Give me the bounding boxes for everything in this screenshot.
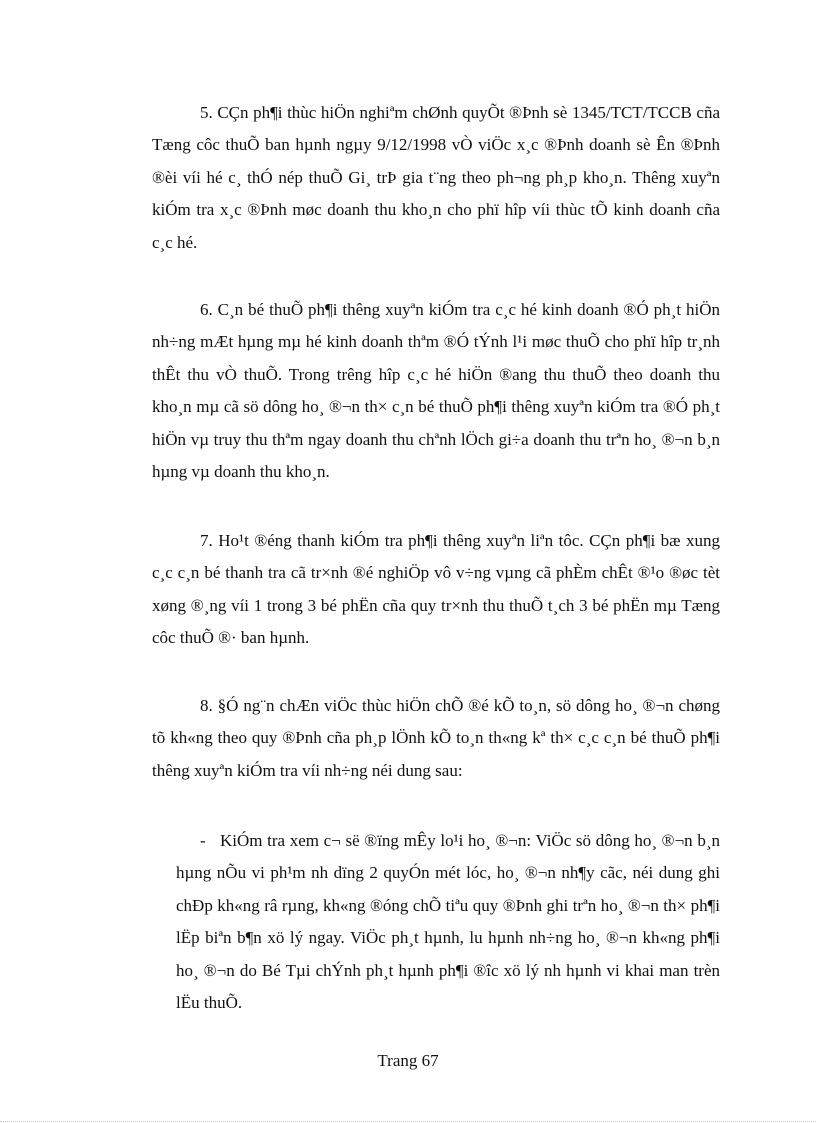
bullet-dash: - [200,831,206,850]
bullet-text: KiÓm tra xem c¬ së ®ïng mÊy lo¹i ho¸ ®¬n: ViÖc sö dông ho¸ ®¬n b¸n hµng nÕu vi ph¹m nh dïng 2 quyÓn mét lóc, ho¸ ®¬n nh¶y cãc, néi dung ghi chÐp kh«ng râ rµng, kh«ng ®óng chÕ tiªu quy ®Þnh ghi trªn ho¸ ®¬n th× ph¶i lËp biªn b¶n xö lý ngay. ViÖc ph¸t hµnh, lu hµnh nh÷ng ho¸ ®¬n kh«ng ph¶i ho¸ ®¬n do Bé Tµi chÝnh ph¸t hµnh ph¶i ®îc xö lý nh hµnh vi khai man trèn lËu thuÕ. [176,831,720,1013]
bullet-item [176,825,720,1019]
paragraph-5: 5. CÇn ph¶i thùc hiÖn nghiªm chØnh quyÕt ®Þnh sè 1345/TCT/TCCB cña Tæng côc thuÕ ban hµnh ngµy 9/12/1998 vÒ viÖc x¸c ®Þnh doanh sè Ên ®Þnh ®èi víi hé c¸ thÓ nép thuÕ Gi¸ trÞ gia t¨ng theo ph¬ng ph¸p kho¸n. Thêng xuyªn kiÓm tra x¸c ®Þnh møc doanh thu kho¸n cho phï hîp víi thùc tÕ kinh doanh cña c¸c hé. [152,103,720,252]
paragraph-7: 7. Ho¹t ®éng thanh kiÓm tra ph¶i thêng xuyªn liªn tôc. CÇn ph¶i bæ xung c¸c c¸n bé thanh tra cã tr×nh ®é nghiÖp vô v÷ng vµng cã phÈm chÊt ®¹o ®øc tèt xøng ®¸ng víi 1 trong 3 bé phËn cña quy tr×nh thu thuÕ t¸ch 3 bé phËn mµ Tæng côc thuÕ ®· ban hµnh. [152,531,720,648]
page-bottom-dotted-rule [0,1121,816,1122]
paragraph-6: 6. C¸n bé thuÕ ph¶i thêng xuyªn kiÓm tra c¸c hé kinh doanh ®Ó ph¸t hiÖn nh÷ng mÆt hµng mµ hé kinh doanh thªm ®Ó tÝnh l¹i møc thuÕ cho phï hîp tr¸nh thÊt thu vÒ thuÕ. Trong trêng hîp c¸c hé hiÖn ®ang thu thuÕ theo doanh thu kho¸n mµ cã sö dông ho¸ ®¬n th× c¸n bé thuÕ ph¶i thêng xuyªn kiÓm tra ®Ó ph¸t hiÖn vµ truy thu thªm ngay doanh thu chªnh lÖch gi÷a doanh thu trªn ho¸ ®¬n b¸n hµng vµ doanh thu kho¸n. [152,300,720,482]
page-number: Trang 67 [377,1051,439,1070]
paragraph-8: 8. §Ó ng¨n chÆn viÖc thùc hiÖn chÕ ®é kÕ to¸n, sö dông ho¸ ®¬n chøng tõ kh«ng theo quy ®Þnh cña ph¸p lÖnh kÕ to¸n th«ng kª th× c¸c c¸n bé thuÕ ph¶i thêng xuyªn kiÓm tra víi nh÷ng néi dung sau: [152,696,720,780]
